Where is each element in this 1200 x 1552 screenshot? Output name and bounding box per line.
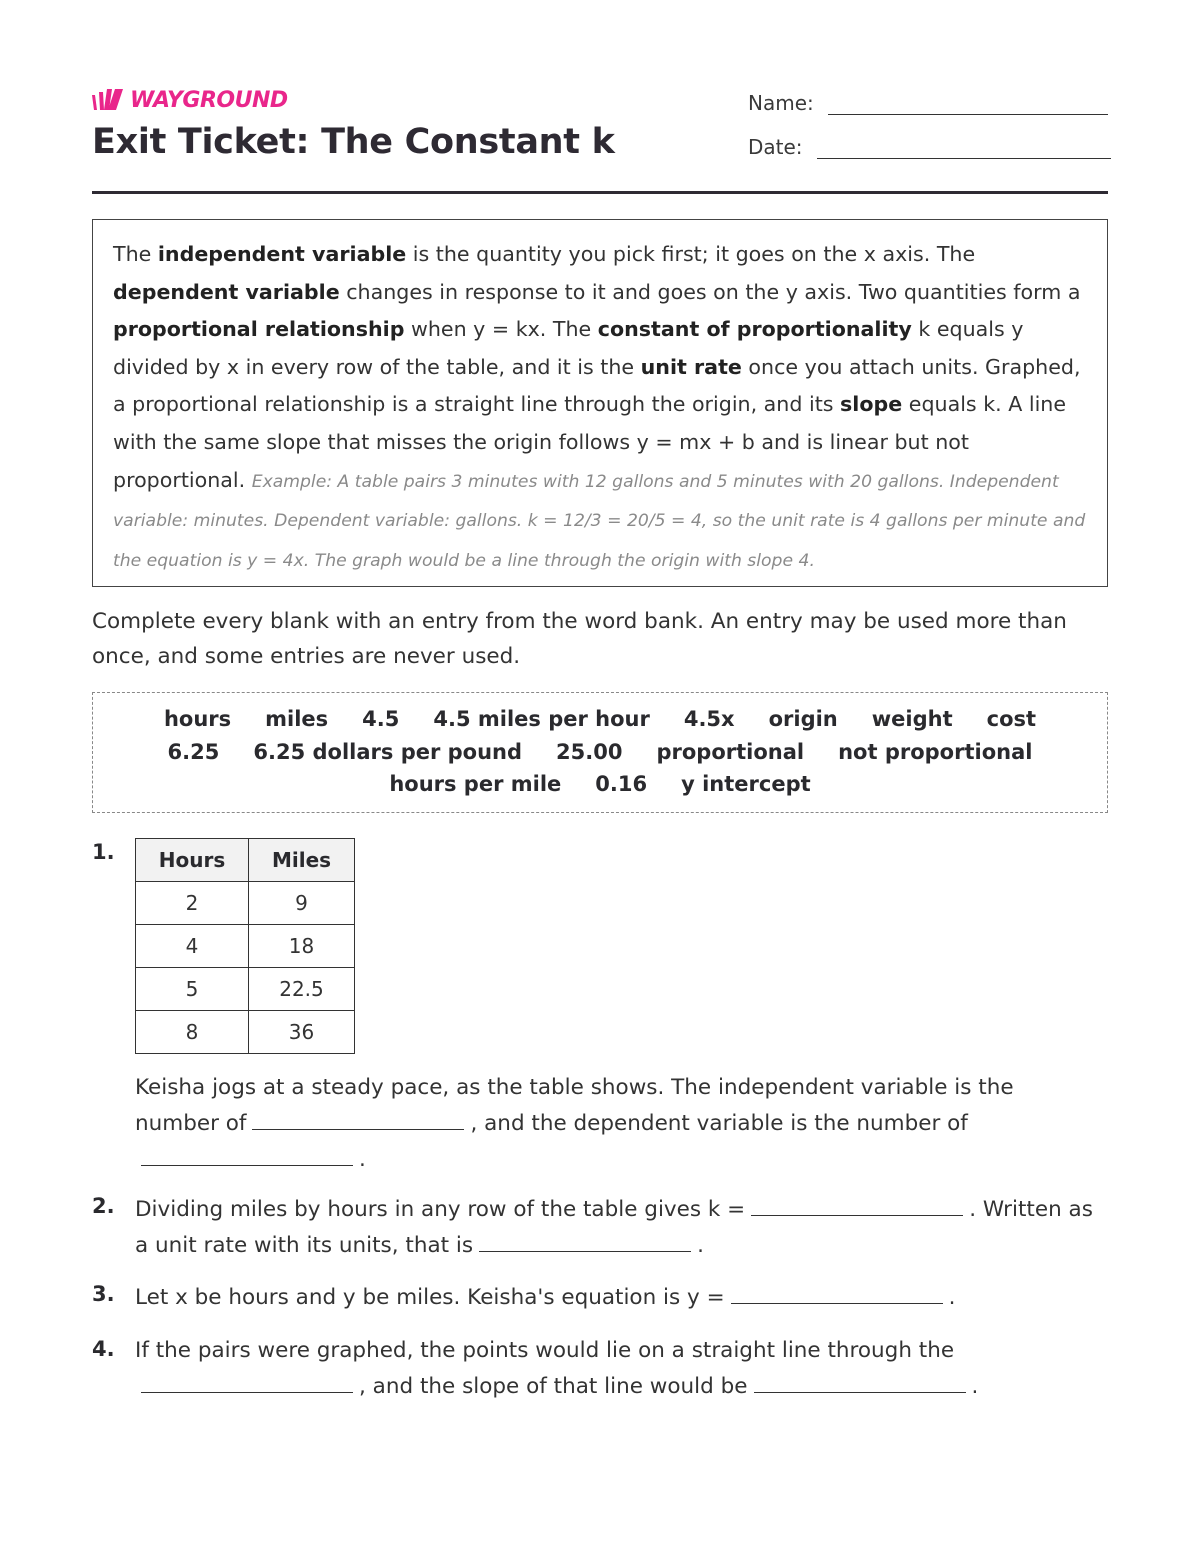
info-text: The	[113, 242, 158, 266]
table-header-miles: Miles	[249, 839, 355, 882]
question-text: If the pairs were graphed, the points would lie on a straight line through the	[135, 1338, 955, 1363]
header-divider	[92, 191, 1108, 194]
word-bank-item: 4.5	[362, 707, 400, 731]
table-header-hours: Hours	[136, 839, 249, 882]
question-text: .	[948, 1285, 956, 1310]
instructions: Complete every blank with an entry from the word bank. An entry may be used more than once, and some entries are never used.	[92, 609, 1067, 669]
table-cell: 18	[249, 925, 355, 968]
brand-name: WAYGROUND	[130, 87, 288, 113]
table-row	[136, 882, 355, 925]
question-text: , and the dependent variable is the number of	[470, 1111, 968, 1136]
info-text: when y = kx. The	[404, 317, 598, 342]
date-input-line[interactable]	[817, 132, 1111, 159]
table-cell: 8	[136, 1011, 249, 1054]
table-cell: 36	[249, 1011, 355, 1054]
info-text: equals k. A line with the same slope that misses the origin follows y = mx + b and is linear but not proportional.	[113, 392, 1067, 492]
table-cell: 9	[249, 882, 355, 925]
info-text: is the quantity you pick first; it goes on the x axis. The	[406, 242, 976, 266]
answer-blank[interactable]	[252, 1105, 464, 1130]
info-box	[92, 219, 1108, 587]
word-bank-item: hours	[163, 707, 232, 731]
name-input-line[interactable]	[828, 88, 1108, 115]
word-bank-item: proportional	[656, 739, 805, 764]
question-2-number: 2.	[92, 1194, 115, 1218]
word-bank-item: 4.5x	[683, 707, 735, 731]
wayground-logo-icon	[92, 88, 124, 112]
term-dependent-variable: dependent variable	[113, 279, 340, 304]
answer-blank[interactable]	[141, 1141, 353, 1166]
question-3-number: 3.	[92, 1282, 115, 1306]
table-header-row	[136, 839, 355, 882]
name-label: Name:	[748, 91, 814, 115]
table-cell: 2	[136, 882, 249, 925]
term-constant-of-proportionality: constant of proportionality	[597, 317, 912, 342]
answer-blank[interactable]	[479, 1227, 691, 1252]
word-bank-item: miles	[265, 707, 329, 731]
term-proportional-relationship: proportional relationship	[113, 317, 405, 342]
question-text: . Written as a unit rate with its units, that is	[135, 1197, 1093, 1258]
question-text: , and the slope of that line would be	[359, 1374, 748, 1399]
question-text: Let x be hours and y be miles. Keisha's equation is y =	[135, 1285, 725, 1310]
question-4-text	[135, 1334, 1095, 1404]
page-title: Exit Ticket: The Constant k	[92, 122, 615, 162]
table-row	[136, 925, 355, 968]
question-text: .	[359, 1147, 366, 1172]
question-2-text	[135, 1191, 1095, 1263]
answer-blank[interactable]	[731, 1279, 943, 1304]
hours-miles-table	[135, 838, 355, 1054]
answer-blank[interactable]	[751, 1191, 963, 1216]
question-4-number: 4.	[92, 1337, 115, 1361]
word-bank-item: weight	[871, 707, 953, 731]
term-slope: slope	[840, 392, 903, 417]
term-independent-variable: independent variable	[157, 242, 407, 266]
word-bank	[92, 692, 1108, 813]
term-unit-rate: unit rate	[640, 354, 742, 379]
word-bank-item: not proportional	[838, 739, 1033, 764]
info-paragraph	[113, 236, 1087, 580]
table-cell: 4	[136, 925, 249, 968]
question-text: .	[697, 1233, 704, 1258]
brand	[92, 86, 288, 114]
answer-blank[interactable]	[754, 1368, 966, 1393]
table-row	[136, 968, 355, 1011]
question-text: Dividing miles by hours in any row of the table gives k =	[135, 1197, 746, 1222]
word-bank-item: 6.25	[167, 739, 220, 764]
table-row	[136, 1011, 355, 1054]
question-text: Keisha jogs at a steady pace, as the table shows. The independent variable is the number of	[135, 1075, 1014, 1136]
answer-blank[interactable]	[141, 1368, 353, 1393]
word-bank-item: 4.5 miles per hour	[433, 707, 650, 731]
word-bank-item: 25.00	[556, 739, 623, 764]
date-label: Date:	[748, 135, 803, 159]
name-field	[748, 88, 1108, 115]
question-1-number: 1.	[92, 840, 115, 864]
question-3-text	[135, 1279, 1095, 1315]
info-text: k equals y divided by x in every row of the table, and it is the	[113, 317, 1024, 379]
question-1-text	[135, 1071, 1035, 1177]
table-cell: 5	[136, 968, 249, 1011]
word-bank-item: 0.16	[595, 772, 648, 796]
word-bank-item: cost	[986, 707, 1037, 731]
example-text: Example: A table pairs 3 minutes with 12 gallons and 5 minutes with 20 gallons. Independent variable: minutes. Dependent variable: gallons. k = 12/3 = 20/5 = 4, so the unit rate is 4 gallons per minute and the equation is y = 4x. The graph would be a line through the origin with slope 4.	[113, 471, 1086, 571]
word-bank-item: origin	[768, 707, 838, 731]
date-field	[748, 132, 1111, 159]
word-bank-item: hours per mile	[389, 772, 562, 796]
info-text: changes in response to it and goes on the y axis. Two quantities form a	[339, 279, 1081, 304]
word-bank-item: y intercept	[681, 772, 811, 796]
question-text: .	[971, 1374, 979, 1399]
info-text: once you attach units. Graphed, a proportional relationship is a straight line through the origin, and its	[113, 354, 1081, 417]
table-cell: 22.5	[249, 968, 355, 1011]
word-bank-item: 6.25 dollars per pound	[253, 739, 523, 764]
